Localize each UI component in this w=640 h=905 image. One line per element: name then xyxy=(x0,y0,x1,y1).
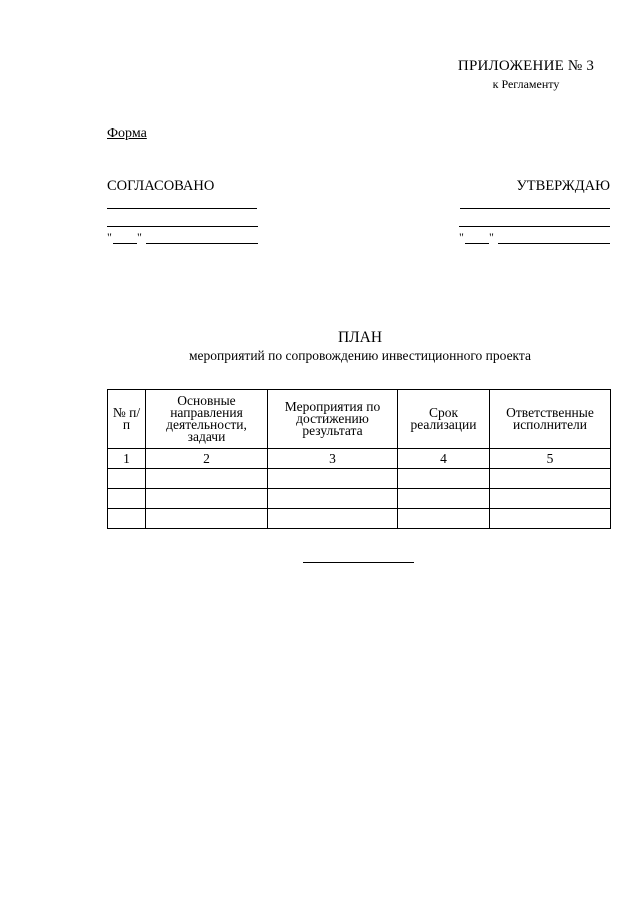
empty-cell xyxy=(146,489,268,509)
header-number: № п/п xyxy=(108,390,146,449)
empty-cell xyxy=(108,509,146,529)
approved-signature-line-1 xyxy=(460,208,610,209)
empty-cell xyxy=(398,469,490,489)
table-row xyxy=(108,489,611,509)
empty-cell xyxy=(146,469,268,489)
header-deadline: Срок реализации xyxy=(398,390,490,449)
empty-cell xyxy=(146,509,268,529)
empty-cell xyxy=(490,509,611,529)
column-number: 3 xyxy=(268,449,398,469)
agreed-signature-line-2 xyxy=(107,226,258,227)
approved-date-month-line xyxy=(498,243,610,244)
empty-cell xyxy=(490,469,611,489)
appendix-title: ПРИЛОЖЕНИЕ № 3 xyxy=(457,58,595,74)
column-number: 5 xyxy=(490,449,611,469)
form-label: Форма xyxy=(107,126,147,141)
header-responsible: Ответственные исполнители xyxy=(490,390,611,449)
agreed-signature-line-1 xyxy=(107,208,257,209)
empty-cell xyxy=(398,509,490,529)
approved-signature-line-2 xyxy=(459,226,610,227)
appendix-subtitle: к Регламенту xyxy=(492,77,560,91)
column-number: 1 xyxy=(108,449,146,469)
approved-date-day-line xyxy=(465,243,489,244)
table-header-row xyxy=(108,390,611,449)
table-row xyxy=(108,469,611,489)
empty-cell xyxy=(268,469,398,489)
plan-subtitle: мероприятий по сопровождению инвестиционного проекта xyxy=(188,348,531,363)
plan-table xyxy=(107,389,611,529)
column-number-row xyxy=(108,449,611,469)
plan-title: ПЛАН xyxy=(337,329,383,346)
empty-cell xyxy=(398,489,490,509)
empty-cell xyxy=(108,489,146,509)
column-number: 2 xyxy=(146,449,268,469)
footer-separator-line xyxy=(303,562,414,563)
empty-cell xyxy=(268,489,398,509)
agreed-date-quote-close: " xyxy=(137,230,142,244)
agreed-date-day-line xyxy=(113,243,137,244)
agreed-date-month-line xyxy=(146,243,258,244)
header-measures: Мероприятия по достижению результата xyxy=(268,390,398,449)
approved-date-quote-close: " xyxy=(489,230,494,244)
header-directions: Основные направления деятельности, задачи xyxy=(146,390,268,449)
agreed-label: СОГЛАСОВАНО xyxy=(107,178,215,194)
empty-cell xyxy=(108,469,146,489)
agreed-date-quote-open: " xyxy=(107,230,112,244)
table-row xyxy=(108,509,611,529)
empty-cell xyxy=(268,509,398,529)
approved-date-quote-open: " xyxy=(459,230,464,244)
approved-label: УТВЕРЖДАЮ xyxy=(516,178,610,194)
empty-cell xyxy=(490,489,611,509)
column-number: 4 xyxy=(398,449,490,469)
